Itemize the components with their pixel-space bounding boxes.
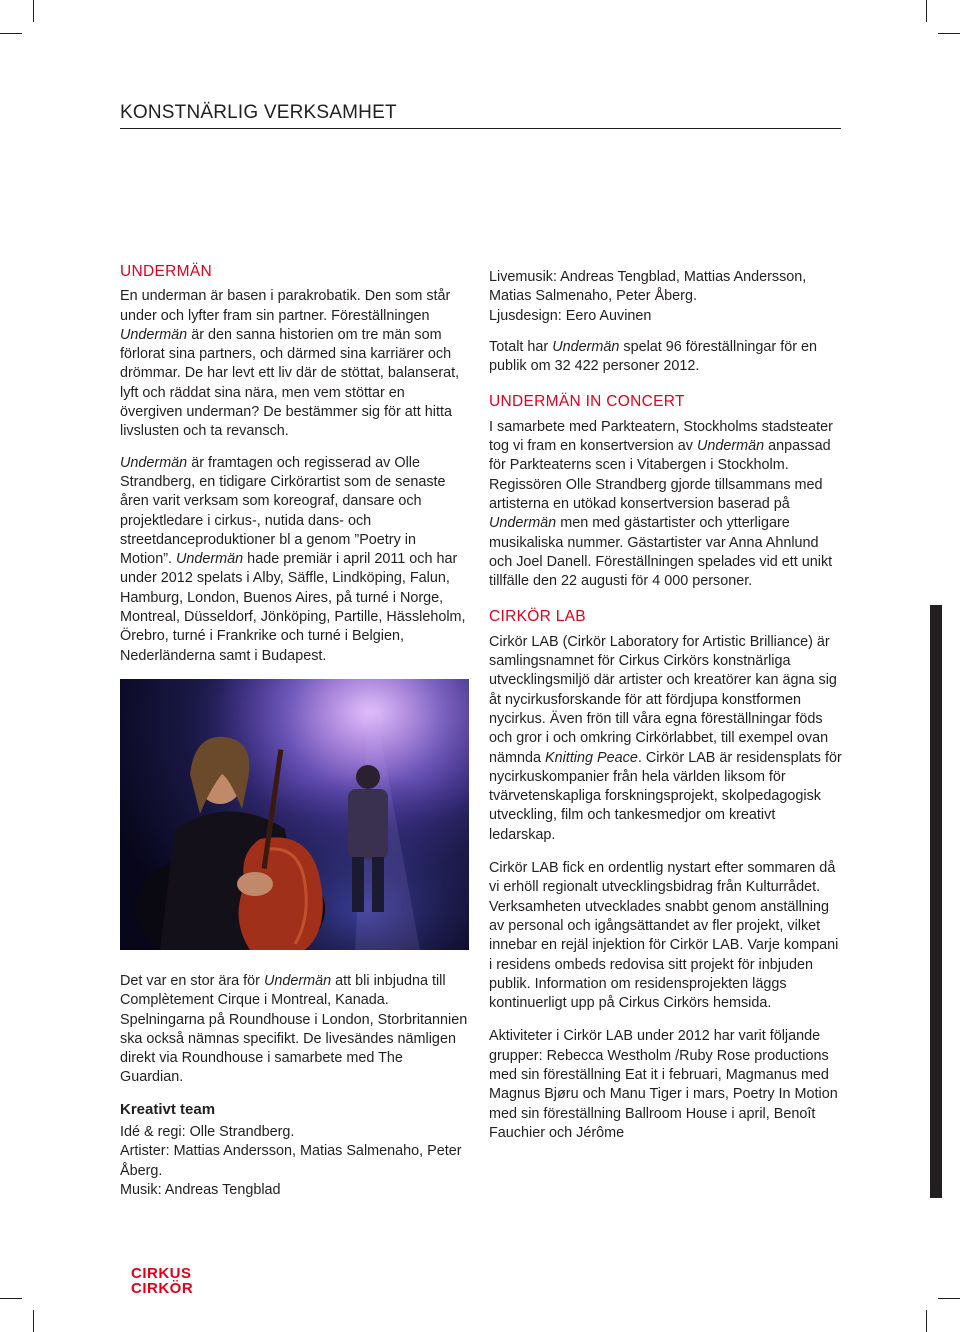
crop-mark [0,1298,22,1299]
title-rule [120,128,841,129]
right-column [489,268,844,1155]
team-line-music: Musik: Andreas Tengblad [120,1181,281,1198]
lab-paragraph-3 [489,1027,844,1143]
crop-mark [33,0,34,22]
text-run: är den sanna historien om tre män som förlorat sina partners, och därmed sina karriärer och drömmar. De har levt ett liv där de stöttat, balanserat, lyft och räddat sina nära, men vem stöttar en övergiven underman? De bestämmer sig för att hitta livslusten och ta revansch. [120,326,460,440]
team-heading: Kreativt team [120,1100,216,1118]
text-run: Cirkör LAB fick en ordentlig nystart efter sommaren då vi erhöll regionalt utvecklingsbidrag från Kulturrådet. Verksamheten utvecklades snabbt genom anställning av personal och igångsättandet av fler projekt, vilket innebar en rejäl injektion för Cirkör LAB. Varje kompani i residens ombeds redovisa sitt projekt för inbjuden publik. Information om residensprojekten läggs kontinuerligt upp på Cirkus Cirkörs hemsida. [489,860,839,1012]
credit-line-livemusik: Livemusik: Andreas Tengblad, Mattias Andersson, Matias Salmenaho, Peter Åberg. [489,269,807,305]
cellist-photo-illustration [120,679,469,950]
total-paragraph [489,338,844,377]
lab-paragraph-2 [489,859,844,1013]
italic-title-run: Undermän [120,326,188,343]
crop-mark [938,33,960,34]
text-run: En underman är basen i parakrobatik. Den som står under och lyfter fram sin partner. Föreställningen [120,288,451,324]
page-title: KONSTNÄRLIG VERKSAMHET [120,102,397,123]
montreal-paragraph [120,972,470,1088]
intro-paragraph [120,287,470,441]
team-line-director: Idé & regi: Olle Strandberg. [120,1124,295,1141]
italic-title-run: Undermän [175,551,244,568]
italic-title-run: Knitting Peace [545,749,638,766]
left-column-bottom [120,972,470,1200]
text-run: . Cirkör LAB är residensplats för nycirkuskompanier från hela världen liksom för tvärvetenskapliga forskningsprojekt, skolpedagogisk utveckling, film och tankesmedjor om kreativt ledarskap. [489,749,842,843]
italic-title-run: Undermän [263,973,332,989]
text-run: att bli inbjudna till Complètement Cirque i Montreal, Kanada. Spelningarna på Roundhouse i London, Storbritannien ska också nämnas specifikt. De livesändes nämligen direkt via Roundhouse i samarbete med The Guardian. [120,973,468,1086]
text-run: spelat 96 föreställningar för en publik om 32 422 personer 2012. [489,338,817,375]
italic-title-run: Undermän [696,438,765,455]
section-heading-concert: UNDERMÄN IN CONCERT [489,393,685,411]
cirkus-cirkor-logo [131,1266,193,1296]
crop-mark [33,1310,34,1332]
text-run: anpassad för Parkteaterns scen i Vitabergen i Stockholm. Regissören Olle Strandberg gjorde tillsammans med artisterna en utökad konsertversion baserad på [489,438,831,512]
concert-paragraph [489,418,844,592]
logo-line-1: CIRKUS [131,1265,192,1282]
text-run: Cirkör LAB (Cirkör Laboratory for Artistic Brilliance) är samlingsnamnet för Cirkus Cirkörs konstnärliga utvecklingsmiljö där artister och kreatörer kan ägna sig åt nycirkusforskande för att fördjupa konstformen nycirkus. Även frön till våra egna föreställningar föds och gror i och omkring Cirkörlabbet, till exempel ovan nämnda [489,633,837,766]
text-run: I samarbete med Parkteatern, Stockholms stadsteater tog vi fram en konsertversion av [489,418,833,455]
left-column-top [120,262,470,678]
crop-mark [938,1298,960,1299]
text-run: hade premiär i april 2011 och har under 2012 spelats i Alby, Säffle, Lindköping, Falun, Hamburg, London, Buenos Aires, på turné i Norge, Montreal, Düsseldorf, Jönköping, Partille, Hässleholm, Örebro, turné i Frankrike och turné i Belgien, Nederländerna samt i Budapest. [120,551,466,664]
section-heading-undermaen: UNDERMÄN [120,263,212,280]
text-run: Totalt har [489,338,553,355]
performance-photo [120,679,469,950]
section-heading-lab: CIRKÖR LAB [489,608,586,626]
italic-title-run: Undermän [552,338,620,355]
italic-title-run: Undermän [489,515,557,532]
credit-line-ljusdesign: Ljusdesign: Eero Auvinen [489,307,652,324]
text-run: Det var en stor ära för [120,973,264,989]
production-paragraph [120,454,470,666]
crop-mark [926,1310,927,1332]
italic-title-run: Undermän [120,454,188,471]
crop-mark [0,33,22,34]
edge-bar [930,605,942,1198]
crop-mark [926,0,927,22]
text-run: men med gästartister och ytterligare musikaliska nummer. Gästartister var Anna Ahnlund och Joel Danell. Föreställningen spelades vid ett unikt tillfälle den 22 augusti för 4 000 personer. [489,515,833,590]
text-run: Aktiviteter i Cirkör LAB under 2012 har varit följande grupper: Rebecca Westholm /Ruby Rose productions med sin föreställning Eat it i februari, Magmanus med Magnus Bjøru och Manu Tiger i mars, Poetry In Motion med sin föreställning Ballroom House i april, Benoît Fauchier och Jérôme [489,1028,838,1141]
text-run: är framtagen och regisserad av Olle Strandberg, en tidigare Cirkörartist som de senaste åren varit verksam som koreograf, dansare och projektledare i cirkus-, nutida dans- och streetdanceproduktioner bl a genom ”Poetry in Motion”. [120,454,446,568]
logo-line-2: CIRKÖR [131,1280,194,1297]
team-line-artists: Artister: Mattias Andersson, Matias Salmenaho, Peter Åberg. [120,1143,462,1179]
lab-paragraph-1 [489,633,844,845]
